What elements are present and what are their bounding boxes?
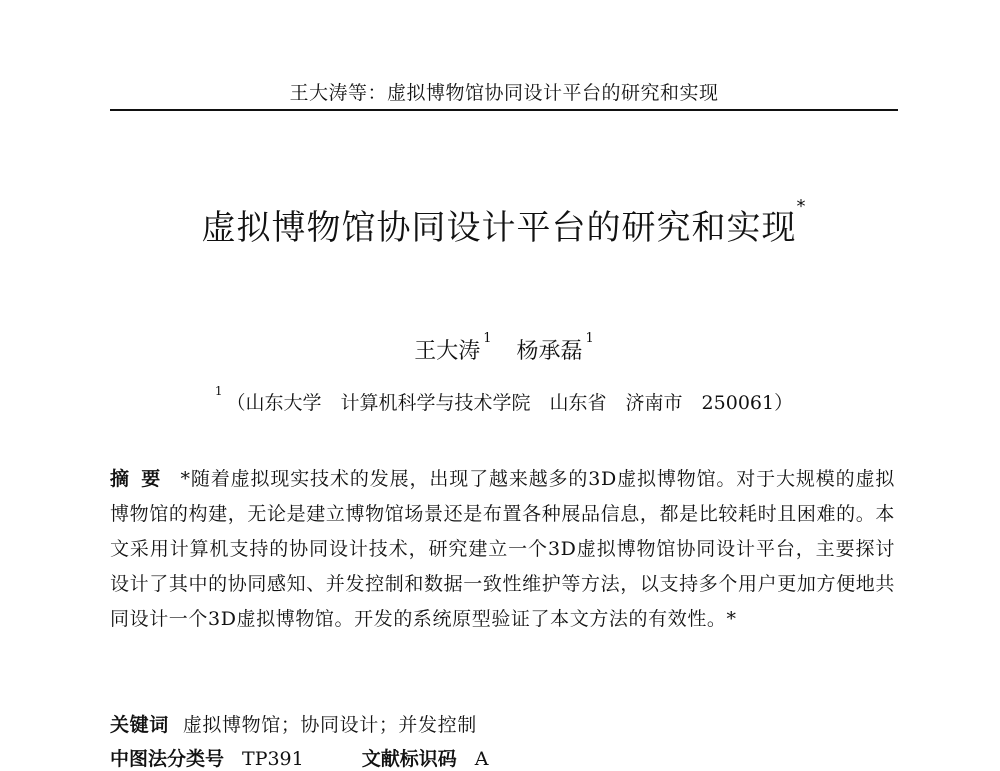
title-text: 虚拟博物馆协同设计平台的研究和实现 <box>201 208 797 248</box>
title-footnote-mark: * <box>796 196 807 217</box>
keywords-text: 虚拟博物馆；协同设计；并发控制 <box>182 714 477 736</box>
affiliation-text: （山东大学 计算机科学与技术学院 山东省 济南市 250061） <box>226 392 794 414</box>
author-name: 杨承磊 <box>516 339 583 364</box>
header-rule <box>110 109 898 111</box>
affiliation <box>110 384 898 415</box>
paper-title <box>110 196 898 249</box>
abstract-label: 摘要 <box>110 468 173 490</box>
abstract-text: *随着虚拟现实技术的发展，出现了越来越多的3D虚拟博物馆。对于大规模的虚拟博物馆的构建，无论是建立博物馆场景还是布置各种展品信息，都是比较耗时且困难的。本文采用计算机支持的协同设计技术，研究建立一个3D虚拟博物馆协同设计平台，主要探讨设计了其中的协同感知、并发控制和数据一致性维护等方法，以支持多个用户更加方便地共同设计一个3D虚拟博物馆。开发的系统原型验证了本文方法的有效性。* <box>110 468 895 630</box>
keywords <box>110 710 895 737</box>
clc-value: TP391 <box>242 748 304 770</box>
keywords-label: 关键词 <box>110 714 169 736</box>
running-header: 王大涛等：虚拟博物馆协同设计平台的研究和实现 <box>289 82 719 104</box>
author-2 <box>516 331 594 364</box>
abstract <box>110 462 895 637</box>
clc-label: 中图法分类号 <box>110 748 225 770</box>
author-affiliation-mark: 1 <box>483 331 492 346</box>
author-name: 王大涛 <box>414 339 481 364</box>
author-list <box>110 331 898 365</box>
author-affiliation-mark: 1 <box>585 331 594 346</box>
doc-code-value: A <box>474 748 489 770</box>
affiliation-mark: 1 <box>214 384 223 398</box>
doc-code-label: 文献标识码 <box>361 748 457 770</box>
author-1 <box>414 331 509 364</box>
classification-line <box>110 744 895 771</box>
